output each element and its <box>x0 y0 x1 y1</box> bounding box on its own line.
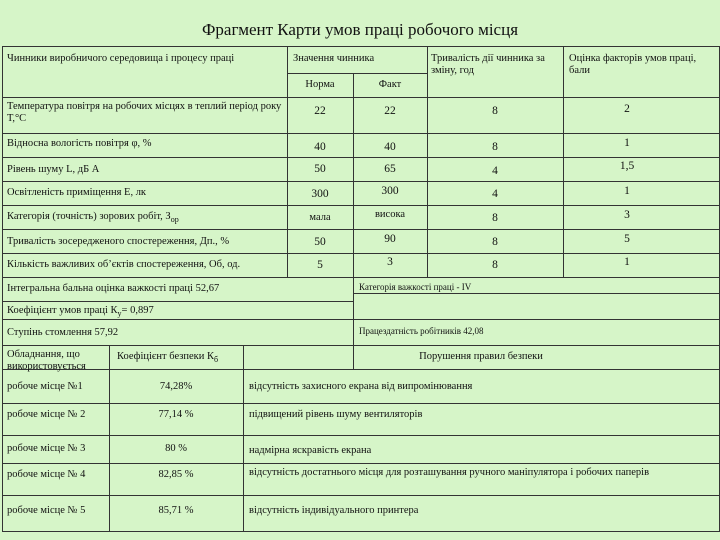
work-conditions-card <box>2 46 720 532</box>
header-value: Значення чинника <box>293 53 375 64</box>
header-safety-coef: Коефіцієнт безпеки $К_б$ <box>117 351 219 365</box>
page-title: Фрагмент Карти умов праці робочого місця <box>201 20 519 39</box>
divider <box>353 73 354 277</box>
row-factor: Кількість важливих об’єктів спостереження, Об, од. <box>7 259 241 270</box>
safety-violation: надмірна яскравість екрана <box>249 445 372 456</box>
header-fact: Факт <box>378 79 402 90</box>
row-fact: 300 <box>381 185 399 197</box>
safety-coef: 85,71 % <box>158 505 194 516</box>
row-factor: Категорія (точність) зорових робіт, $З_{ор}$ <box>7 211 179 225</box>
safety-violation: відсутність достатнього місця для розташування ручного маніпулятора і робочих паперів <box>249 467 650 478</box>
header-duration: Тривалість дії чинника за зміну, год <box>431 53 545 76</box>
row-norm: 22 <box>314 105 326 117</box>
row-score: 5 <box>624 233 630 245</box>
safety-coef: 74,28% <box>159 381 193 392</box>
safety-place: робоче місце №1 <box>7 381 83 392</box>
safety-place: робоче місце № 4 <box>7 469 86 480</box>
row-factor: Температура повітря на робочих місцях в теплий період року Т,°С <box>7 101 282 124</box>
row-duration: 4 <box>492 188 498 200</box>
workability: Працездатність робітників 42,08 <box>359 326 484 336</box>
row-fact: 3 <box>387 256 393 268</box>
row-factor: Рівень шуму L, дБ А <box>7 164 100 175</box>
row-factor: Освітленість приміщення E, лк <box>7 187 147 198</box>
row-duration: 8 <box>492 105 498 117</box>
header-norm: Норма <box>305 79 335 90</box>
row-norm: 5 <box>317 259 323 271</box>
safety-violation: відсутність захисного екрана від випромінювання <box>249 381 473 392</box>
safety-coef: 82,85 % <box>158 469 194 480</box>
divider <box>3 181 719 182</box>
divider <box>3 133 719 134</box>
divider <box>3 301 353 302</box>
safety-coef: 80 % <box>165 443 187 454</box>
divider <box>353 319 354 345</box>
row-duration: 8 <box>492 141 498 153</box>
header-violations: Порушення правил безпеки <box>419 351 543 362</box>
row-fact: 22 <box>384 105 396 117</box>
divider <box>3 229 719 230</box>
row-score: 1 <box>624 185 630 197</box>
header-equipment: Обладнання, що використовується <box>7 349 86 372</box>
row-duration: 4 <box>492 165 498 177</box>
row-score: 3 <box>624 209 630 221</box>
row-score: 1 <box>624 137 630 149</box>
safety-coef: 77,14 % <box>158 409 194 420</box>
divider <box>3 369 719 370</box>
row-fact: 65 <box>384 163 396 175</box>
divider <box>3 345 719 346</box>
integral-score: Інтегральна бальна оцінка важкості праці 52,67 <box>7 283 220 294</box>
row-duration: 8 <box>492 236 498 248</box>
divider <box>3 277 719 278</box>
row-duration: 8 <box>492 212 498 224</box>
work-category: Категорія важкості праці - IV <box>359 282 472 292</box>
safety-place: робоче місце № 2 <box>7 409 86 420</box>
divider <box>243 345 244 531</box>
divider <box>3 495 719 496</box>
work-coefficient: Коефіцієнт умов праці $К_у= 0,897$ <box>7 305 154 319</box>
safety-violation: підвищений рівень шуму вентиляторів <box>249 409 423 420</box>
divider <box>3 97 719 98</box>
row-score: 1,5 <box>619 160 635 172</box>
divider <box>287 73 427 74</box>
safety-place: робоче місце № 5 <box>7 505 86 516</box>
divider <box>3 403 719 404</box>
safety-place: робоче місце № 3 <box>7 443 86 454</box>
divider <box>109 345 110 531</box>
divider <box>3 157 719 158</box>
row-norm: 50 <box>314 236 326 248</box>
row-norm: 300 <box>311 188 329 200</box>
row-fact: 90 <box>384 233 396 245</box>
row-norm: мала <box>309 212 331 223</box>
row-score: 1 <box>624 256 630 268</box>
safety-violation: відсутність індивідуального принтера <box>249 505 419 516</box>
row-duration: 8 <box>492 259 498 271</box>
divider <box>353 293 719 294</box>
row-norm: 50 <box>314 163 326 175</box>
divider <box>3 253 719 254</box>
row-norm: 40 <box>314 141 326 153</box>
row-factor: Тривалість зосередженого спостереження, Дп., % <box>7 236 230 247</box>
row-score: 2 <box>624 103 630 115</box>
row-factor: Відносна вологість повітря φ, % <box>7 138 152 149</box>
header-score: Оцінка факторів умов праці, бали <box>569 53 697 76</box>
divider <box>3 463 719 464</box>
divider <box>3 435 719 436</box>
header-factor: Чинники виробничого середовища і процесу праці <box>7 53 235 64</box>
divider <box>3 205 719 206</box>
row-fact: 40 <box>384 141 396 153</box>
row-fact: висока <box>374 209 406 220</box>
fatigue-degree: Ступінь стомлення 57,92 <box>7 327 119 338</box>
divider <box>353 269 354 319</box>
